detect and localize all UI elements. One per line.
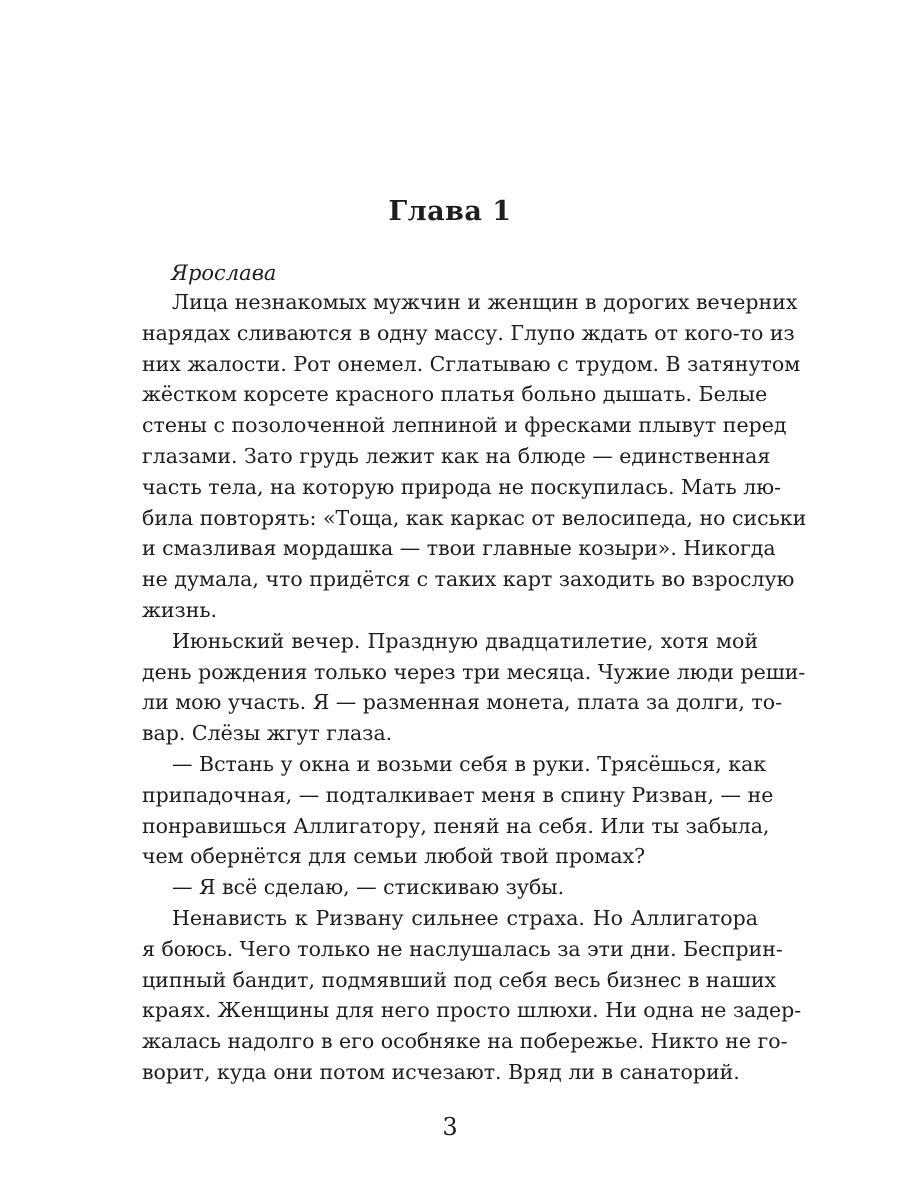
text-line: — Встань у окна и возьми себя в руки. Трясёшься, как	[172, 751, 767, 776]
page-number: 3	[442, 1113, 458, 1141]
text-line: вар. Слёзы жгут глаза.	[142, 721, 393, 746]
text-line: жёстком корсете красного платья больно дышать. Белые	[142, 382, 768, 407]
text-line: я боюсь. Чего только не наслушалась за эти дни. Бесприн-	[142, 936, 783, 961]
text-line: Ненависть к Ризвану сильнее страха. Но Аллигатора	[172, 905, 758, 930]
text-line: била повторять: «Тоща, как каркас от велосипеда, но сиськи	[142, 505, 807, 530]
text-line: не думала, что придётся с таких карт заходить во взрослую	[142, 567, 795, 592]
paragraph	[142, 903, 802, 1088]
text-line: Июньский вечер. Праздную двадцатилетие, хотя мой	[172, 628, 758, 653]
text-line: — Я всё сделаю, — стискиваю зубы.	[172, 875, 565, 900]
text-line: и смазливая мордашка — твои главные козыри». Никогда	[142, 536, 776, 561]
paragraph	[142, 626, 806, 749]
paragraph	[142, 287, 807, 626]
text-line: чем обернётся для семьи любой твой промах?	[142, 844, 646, 869]
text-line: нарядах сливаются в одну массу. Глупо ждать от кого-то из	[142, 320, 795, 345]
text-line: них жалости. Рот онемел. Сглатываю с трудом. В затянутом	[142, 351, 801, 376]
text-line: ворит, куда они потом исчезают. Вряд ли в санаторий.	[142, 1059, 740, 1084]
text-line: день рождения только через три месяца. Чужие люди реши-	[142, 659, 806, 684]
chapter-title: Глава 1	[388, 196, 512, 227]
text-line: глазами. Зато грудь лежит как на блюде — единственная	[142, 443, 771, 468]
text-line: часть тела, на которую природа не поскупилась. Мать лю-	[142, 474, 782, 499]
text-line: жалась надолго в его особняке на побережье. Никто не го-	[142, 1029, 788, 1054]
paragraph	[142, 872, 758, 903]
paragraph	[142, 749, 774, 872]
text-line: стены с позолоченной лепниной и фресками плывут перед	[142, 413, 787, 438]
text-line: ципный бандит, подмявший под себя весь бизнес в наших	[142, 967, 777, 992]
text-line: краях. Женщины для него просто шлюхи. Ни одна не задер-	[142, 998, 802, 1023]
text-line: понравишься Аллигатору, пеняй на себя. Или ты забыла,	[142, 813, 770, 838]
text-line: жизнь.	[142, 597, 218, 622]
text-line: Лица незнакомых мужчин и женщин в дорогих вечерних	[172, 290, 798, 314]
text-line: припадочная, — подталкивает меня в спину Ризван, — не	[142, 782, 774, 807]
chapter-body	[142, 287, 807, 1088]
pov-character-name: Ярослава	[171, 261, 277, 285]
text-line: ли мою участь. Я — разменная монета, плата за долги, то-	[142, 690, 783, 715]
